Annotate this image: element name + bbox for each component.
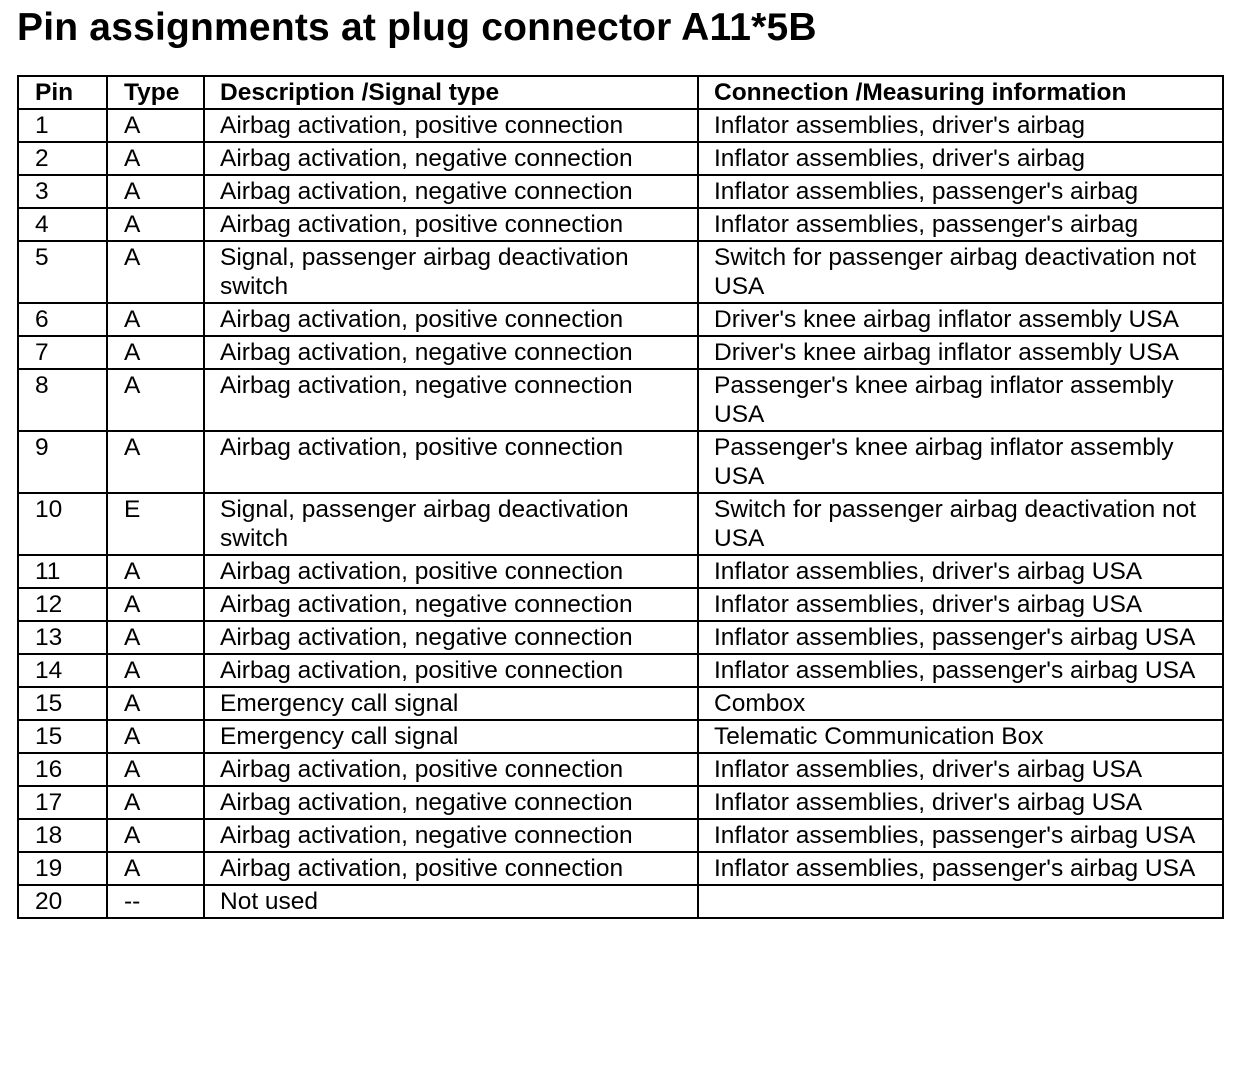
- connection-cell: Inflator assemblies, driver's airbag USA: [698, 555, 1223, 588]
- table-row: [18, 208, 1223, 241]
- connection-cell: Inflator assemblies, driver's airbag USA: [698, 588, 1223, 621]
- type-cell: A: [107, 175, 204, 208]
- description-cell: Airbag activation, negative connection: [204, 588, 698, 621]
- pin-cell: 13: [18, 621, 107, 654]
- pin-cell: 4: [18, 208, 107, 241]
- description-cell: Emergency call signal: [204, 720, 698, 753]
- connection-cell: Inflator assemblies, driver's airbag: [698, 142, 1223, 175]
- connection-cell: Inflator assemblies, driver's airbag USA: [698, 753, 1223, 786]
- column-header-description: Description /Signal type: [204, 76, 698, 109]
- connection-cell: [698, 885, 1223, 918]
- pin-cell: 6: [18, 303, 107, 336]
- connection-cell: Driver's knee airbag inflator assembly USA: [698, 303, 1223, 336]
- description-cell: Emergency call signal: [204, 687, 698, 720]
- pin-cell: 12: [18, 588, 107, 621]
- table-row: [18, 493, 1223, 555]
- pin-assignment-table: [17, 75, 1224, 919]
- table-row: [18, 819, 1223, 852]
- table-row: [18, 621, 1223, 654]
- connection-cell: Combox: [698, 687, 1223, 720]
- pin-cell: 11: [18, 555, 107, 588]
- table-body: [18, 109, 1223, 918]
- description-cell: Airbag activation, positive connection: [204, 303, 698, 336]
- connection-cell: Driver's knee airbag inflator assembly USA: [698, 336, 1223, 369]
- pin-cell: 20: [18, 885, 107, 918]
- table-row: [18, 431, 1223, 493]
- type-cell: A: [107, 687, 204, 720]
- connection-cell: Inflator assemblies, passenger's airbag: [698, 175, 1223, 208]
- description-cell: Airbag activation, negative connection: [204, 786, 698, 819]
- type-cell: A: [107, 241, 204, 303]
- pin-cell: 14: [18, 654, 107, 687]
- connection-cell: Inflator assemblies, passenger's airbag: [698, 208, 1223, 241]
- pin-cell: 15: [18, 687, 107, 720]
- type-cell: A: [107, 621, 204, 654]
- table-row: [18, 786, 1223, 819]
- table-row: [18, 555, 1223, 588]
- description-cell: Airbag activation, positive connection: [204, 208, 698, 241]
- column-header-type: Type: [107, 76, 204, 109]
- pin-cell: 19: [18, 852, 107, 885]
- description-cell: Airbag activation, positive connection: [204, 753, 698, 786]
- pin-cell: 8: [18, 369, 107, 431]
- table-row: [18, 654, 1223, 687]
- type-cell: A: [107, 786, 204, 819]
- description-cell: Signal, passenger airbag deactivation switch: [204, 493, 698, 555]
- type-cell: A: [107, 208, 204, 241]
- pin-cell: 16: [18, 753, 107, 786]
- description-cell: Airbag activation, negative connection: [204, 142, 698, 175]
- pin-cell: 9: [18, 431, 107, 493]
- type-cell: A: [107, 588, 204, 621]
- pin-cell: 7: [18, 336, 107, 369]
- connection-cell: Inflator assemblies, driver's airbag USA: [698, 786, 1223, 819]
- table-row: [18, 720, 1223, 753]
- pin-cell: 10: [18, 493, 107, 555]
- type-cell: A: [107, 720, 204, 753]
- column-header-connection: Connection /Measuring information: [698, 76, 1223, 109]
- table-row: [18, 336, 1223, 369]
- table-row: [18, 588, 1223, 621]
- pin-cell: 18: [18, 819, 107, 852]
- table-row: [18, 852, 1223, 885]
- type-cell: E: [107, 493, 204, 555]
- table-row: [18, 303, 1223, 336]
- pin-cell: 3: [18, 175, 107, 208]
- page-title: Pin assignments at plug connector A11*5B: [17, 6, 817, 49]
- pin-cell: 1: [18, 109, 107, 142]
- description-cell: Airbag activation, positive connection: [204, 852, 698, 885]
- table-header-row: [18, 76, 1223, 109]
- description-cell: Airbag activation, positive connection: [204, 555, 698, 588]
- type-cell: A: [107, 303, 204, 336]
- connection-cell: Passenger's knee airbag inflator assembly USA: [698, 431, 1223, 493]
- table-row: [18, 175, 1223, 208]
- table-row: [18, 369, 1223, 431]
- pin-cell: 2: [18, 142, 107, 175]
- type-cell: A: [107, 431, 204, 493]
- type-cell: A: [107, 336, 204, 369]
- description-cell: Airbag activation, positive connection: [204, 654, 698, 687]
- connection-cell: Switch for passenger airbag deactivation not USA: [698, 241, 1223, 303]
- connection-cell: Switch for passenger airbag deactivation not USA: [698, 493, 1223, 555]
- description-cell: Airbag activation, negative connection: [204, 819, 698, 852]
- description-cell: Airbag activation, negative connection: [204, 175, 698, 208]
- type-cell: A: [107, 555, 204, 588]
- connection-cell: Inflator assemblies, passenger's airbag USA: [698, 654, 1223, 687]
- type-cell: A: [107, 369, 204, 431]
- column-header-pin: Pin: [18, 76, 107, 109]
- description-cell: Airbag activation, negative connection: [204, 336, 698, 369]
- connection-cell: Inflator assemblies, driver's airbag: [698, 109, 1223, 142]
- type-cell: A: [107, 753, 204, 786]
- table-row: [18, 241, 1223, 303]
- description-cell: Airbag activation, negative connection: [204, 369, 698, 431]
- description-cell: Airbag activation, negative connection: [204, 621, 698, 654]
- connection-cell: Inflator assemblies, passenger's airbag USA: [698, 819, 1223, 852]
- table-row: [18, 109, 1223, 142]
- type-cell: A: [107, 142, 204, 175]
- connection-cell: Inflator assemblies, passenger's airbag USA: [698, 621, 1223, 654]
- description-cell: Signal, passenger airbag deactivation switch: [204, 241, 698, 303]
- pin-cell: 15: [18, 720, 107, 753]
- pin-cell: 17: [18, 786, 107, 819]
- type-cell: A: [107, 654, 204, 687]
- connection-cell: Passenger's knee airbag inflator assembly USA: [698, 369, 1223, 431]
- connection-cell: Inflator assemblies, passenger's airbag USA: [698, 852, 1223, 885]
- table-row: [18, 142, 1223, 175]
- table-row: [18, 753, 1223, 786]
- description-cell: Airbag activation, positive connection: [204, 431, 698, 493]
- type-cell: A: [107, 109, 204, 142]
- table-row: [18, 687, 1223, 720]
- connection-cell: Telematic Communication Box: [698, 720, 1223, 753]
- description-cell: Not used: [204, 885, 698, 918]
- type-cell: A: [107, 852, 204, 885]
- type-cell: A: [107, 819, 204, 852]
- pin-cell: 5: [18, 241, 107, 303]
- description-cell: Airbag activation, positive connection: [204, 109, 698, 142]
- type-cell: --: [107, 885, 204, 918]
- table-row: [18, 885, 1223, 918]
